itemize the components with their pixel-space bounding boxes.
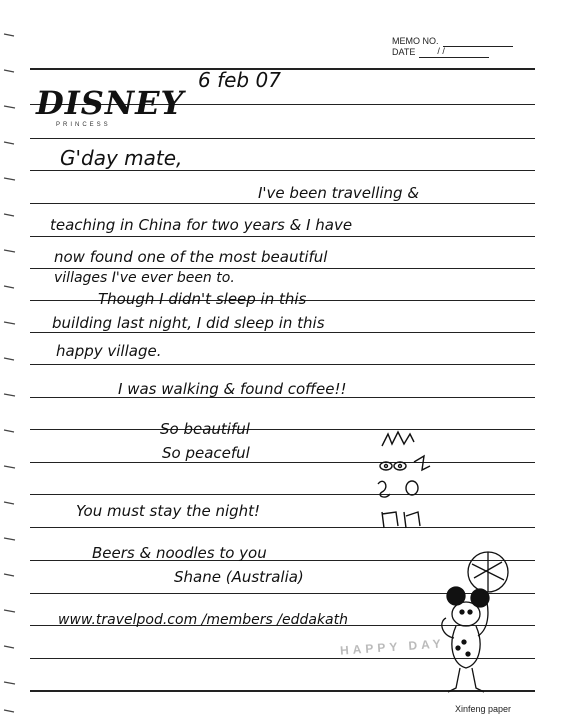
disney-logo: DISNEY [36,84,185,122]
letter-line: teaching in China for two years & I have [50,216,353,234]
letter-greeting: G'day mate, [60,146,183,170]
doodle-drawing [374,426,474,536]
memo-blank [443,37,513,47]
date-label: DATE [392,47,416,57]
letter-line: Beers & noodles to you [92,544,267,562]
letter-line: I was walking & found coffee!! [118,380,347,398]
letter-line: villages I've ever been to. [54,270,235,286]
ruled-line [30,68,535,70]
letter-line: happy village. [56,342,162,360]
ruled-line [30,236,535,237]
happy-day-watermark: HAPPY DAY [339,636,446,658]
memo-label: MEMO NO. [392,36,439,46]
ruled-line [30,332,535,333]
letter-signature: Shane (Australia) [174,568,304,586]
binding-marks [0,0,24,720]
letter-line: Though I didn't sleep in this [98,290,307,308]
ruled-line [30,138,535,139]
letter-line: I've been travelling & [258,184,420,202]
ruled-line [30,364,535,365]
date-blank [419,48,489,58]
memo-header [392,36,513,58]
letter-line: building last night, I did sleep in this [52,314,325,332]
date-separators: / / [437,46,445,56]
minnie-mouse-illustration [418,548,528,698]
letter-line: now found one of the most beautiful [54,248,328,266]
letter-date: 6 feb 07 [198,68,281,92]
letter-line: So peaceful [162,444,250,462]
letter-line: You must stay the night! [76,502,261,520]
letter-line: So beautiful [160,420,250,438]
ruled-line [30,170,535,171]
ruled-line [30,203,535,204]
letter-url: www.travelpod.com /members /eddakath [58,612,348,628]
paper-brand: Xinfeng paper [454,704,511,714]
ruled-line [30,268,535,269]
logo-subtitle: PRINCESS [56,122,111,128]
